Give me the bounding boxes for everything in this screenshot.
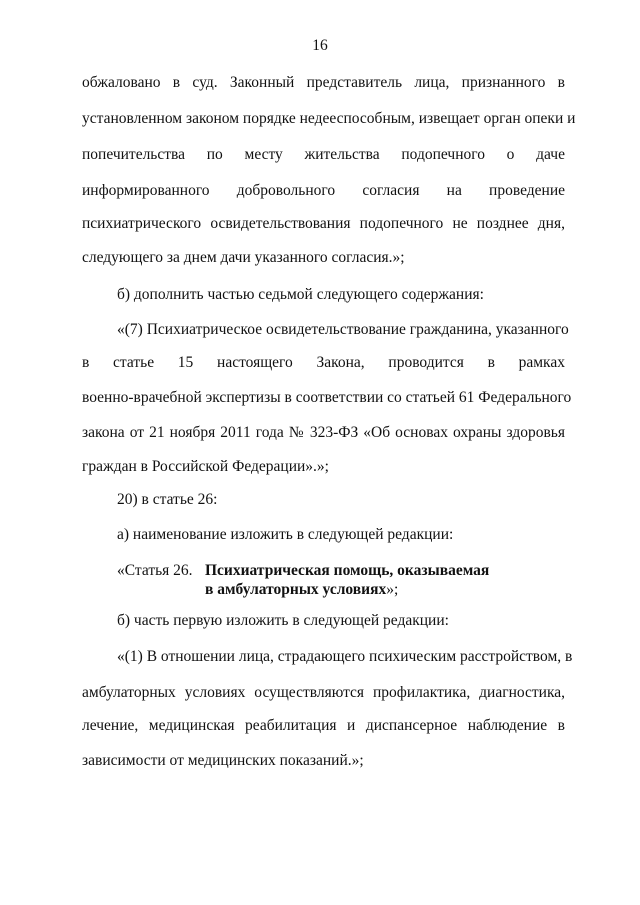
article-heading-title: [205, 561, 489, 599]
paragraph-line: информированного добровольного согласия на проведение: [82, 182, 565, 199]
paragraph-line: амбулаторных условиях осуществляются профилактика, диагностика,: [82, 684, 565, 701]
list-item: б) дополнить частью седьмой следующего содержания:: [117, 286, 484, 303]
paragraph-line: в статье 15 настоящего Закона, проводится в рамках: [82, 354, 565, 371]
paragraph-line: психиатрического освидетельствования подопечного не позднее дня,: [82, 215, 565, 232]
paragraph-line: зависимости от медицинских показаний.»;: [82, 752, 364, 769]
page-number: 16: [312, 37, 328, 54]
paragraph-line: обжаловано в суд. Законный представитель лица, признанного в: [82, 74, 565, 91]
paragraph-line: военно-врачебной экспертизы в соответствии со статьей 61 Федерального: [82, 389, 572, 406]
article-heading-title-line: в амбулаторных условиях»;: [205, 581, 399, 598]
list-item: б) часть первую изложить в следующей редакции:: [117, 612, 449, 629]
paragraph-line: граждан в Российской Федерации».»;: [82, 458, 329, 475]
article-heading-title-line: Психиатрическая помощь, оказываемая: [205, 562, 490, 579]
paragraph-line: следующего за днем дачи указанного согласия.»;: [82, 249, 405, 266]
article-heading-prefix: «Статья 26.: [117, 562, 193, 579]
paragraph-line: «(7) Психиатрическое освидетельствование гражданина, указанного: [117, 321, 569, 338]
paragraph-line: лечение, медицинская реабилитация и диспансерное наблюдение в: [82, 717, 565, 734]
paragraph-line: попечительства по месту жительства подопечного о даче: [82, 146, 565, 163]
list-item: 20) в статье 26:: [117, 491, 218, 508]
list-item: а) наименование изложить в следующей редакции:: [117, 526, 454, 543]
paragraph-line: закона от 21 ноября 2011 года № 323-ФЗ «Об основах охраны здоровья: [82, 424, 565, 441]
paragraph-line: «(1) В отношении лица, страдающего психическим расстройством, в: [117, 648, 573, 665]
paragraph-line: установленном законом порядке недееспособным, извещает орган опеки и: [82, 110, 576, 127]
